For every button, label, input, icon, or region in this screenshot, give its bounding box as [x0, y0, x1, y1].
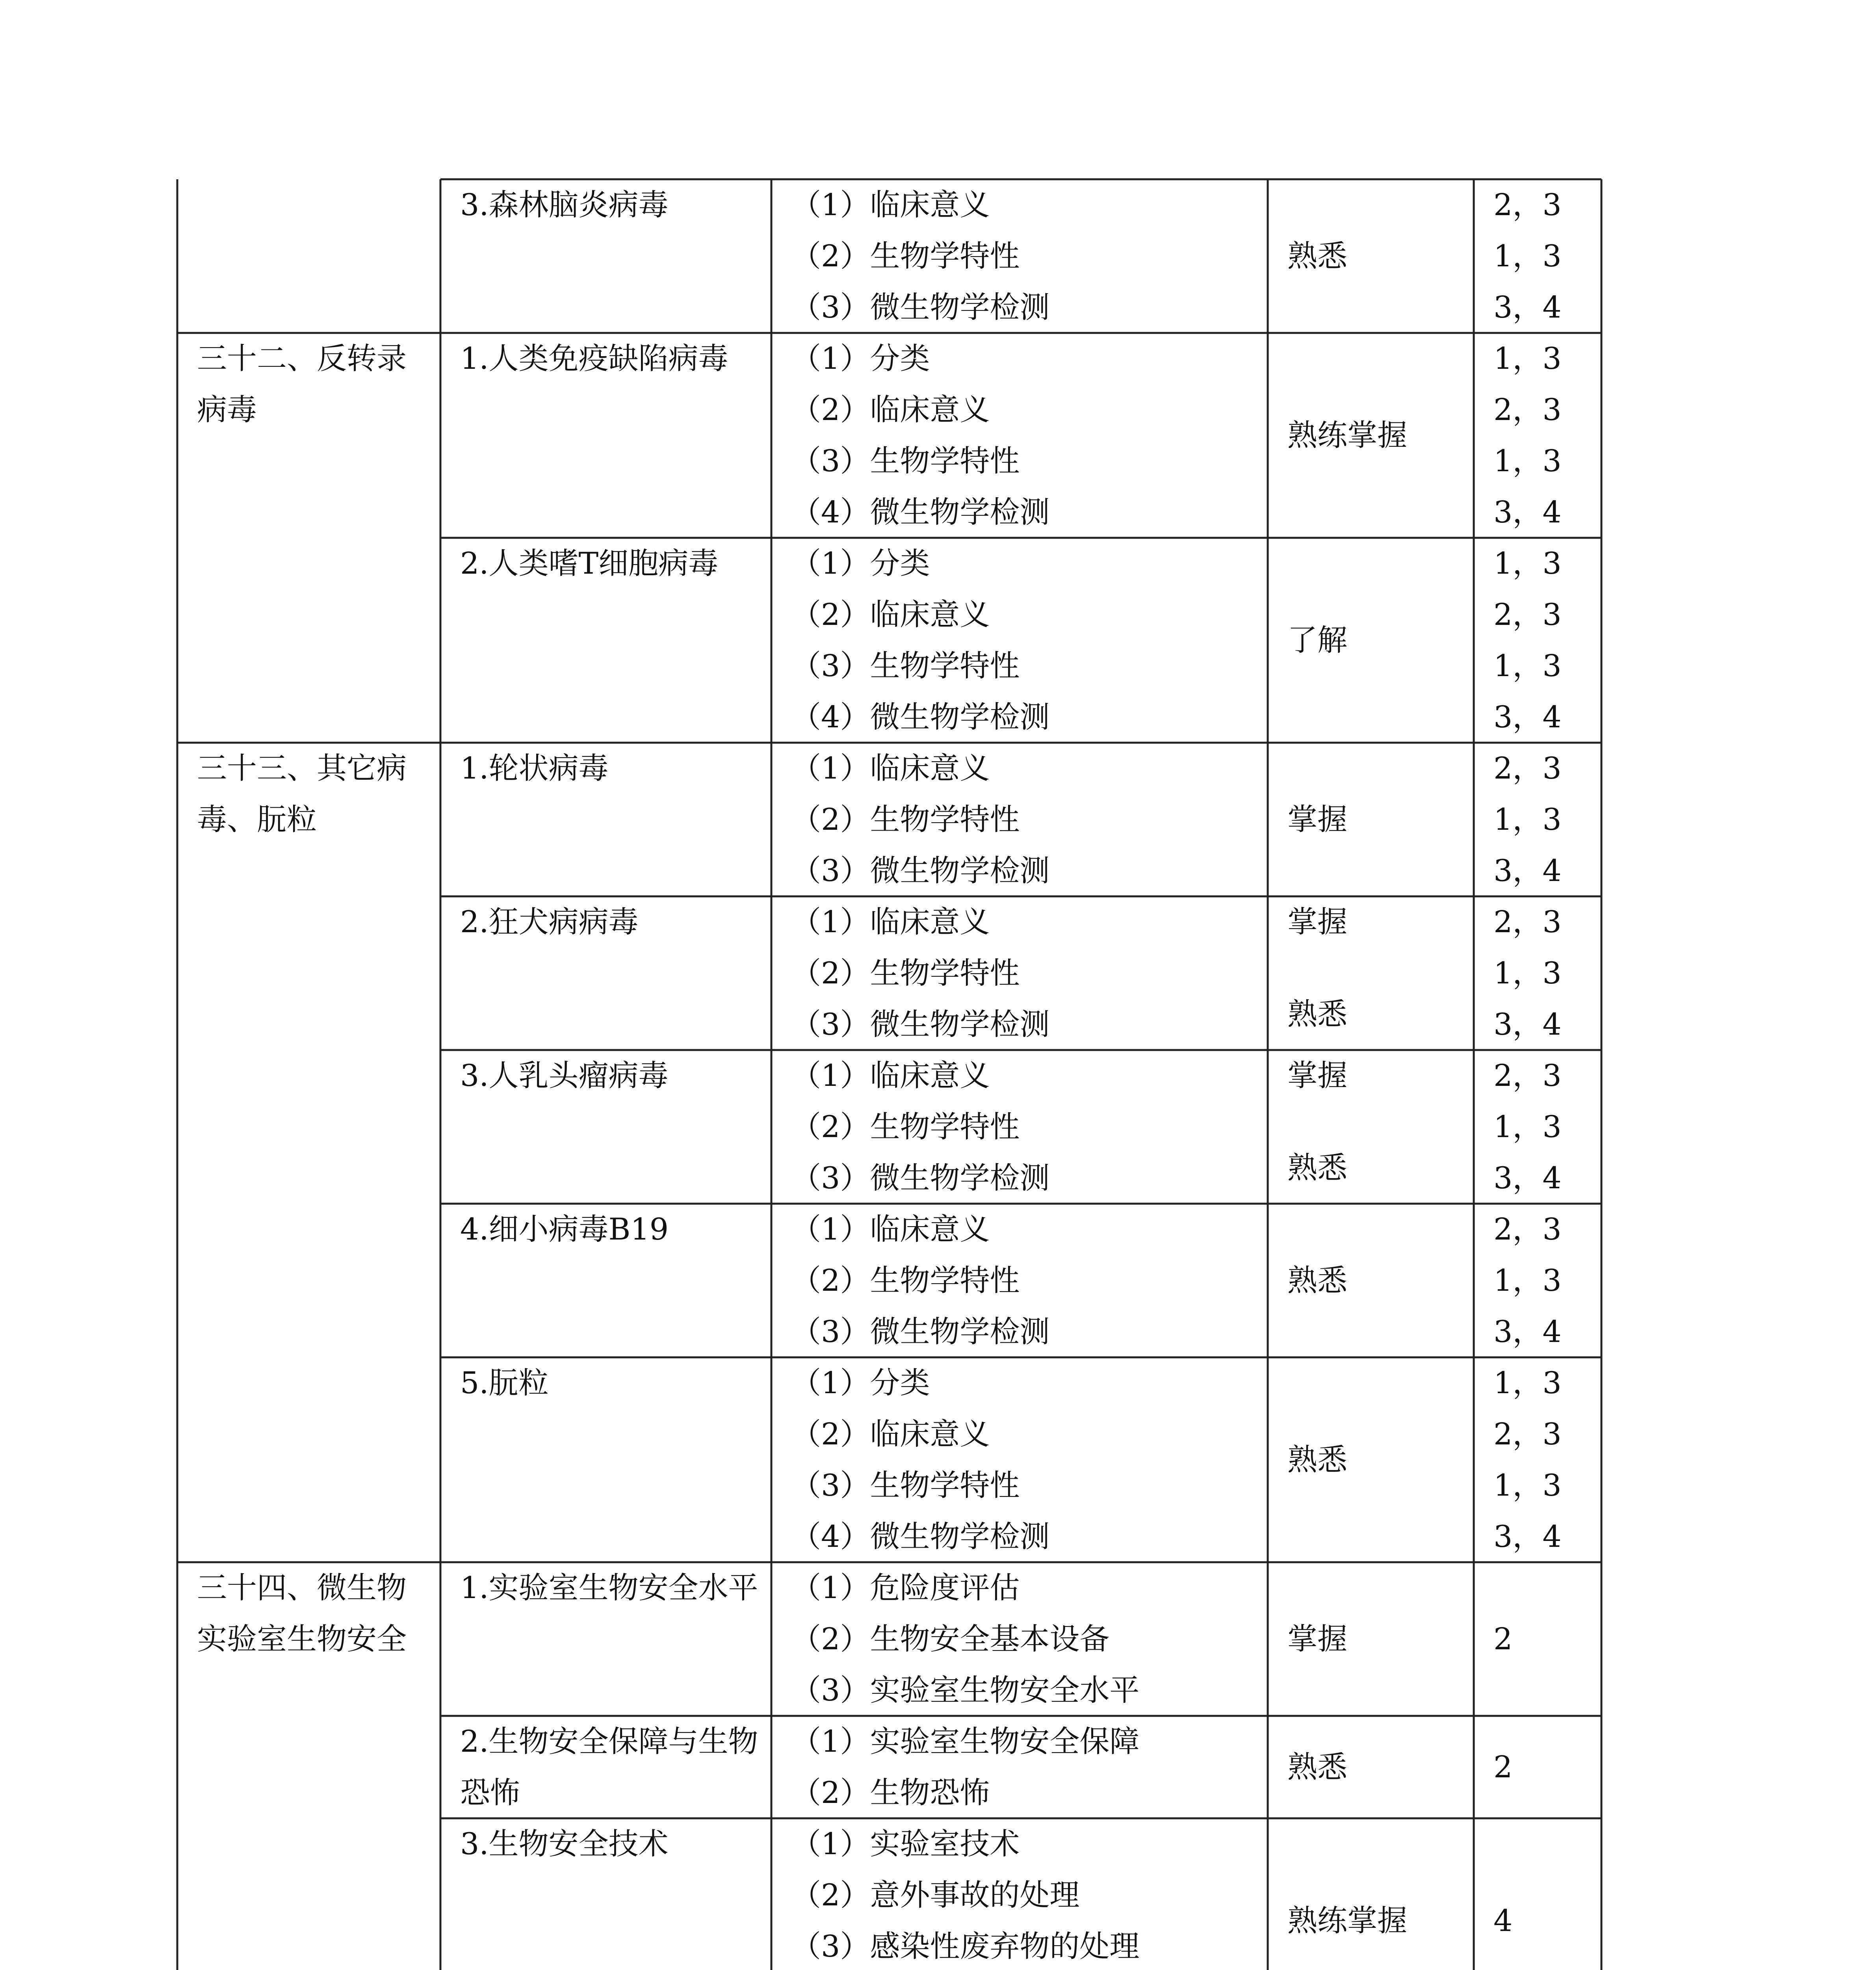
topic-cell: 三十三、其它病毒、朊粒 — [197, 751, 407, 837]
category-cell: 4 — [1493, 1903, 1513, 1938]
topic-cell: 三十二、反转录病毒 — [197, 341, 407, 427]
category-line: 2，3 — [1493, 187, 1562, 222]
content-line: （3）感染性废弃物的处理 — [791, 1929, 1140, 1964]
content-line: （3）微生物学检测 — [791, 1007, 1050, 1042]
content-line: （3）微生物学检测 — [791, 1314, 1050, 1349]
content-line: （2）生物恐怖 — [791, 1775, 990, 1810]
item-cell: 3.生物安全技术 — [460, 1826, 669, 1861]
level-cell: 熟悉 — [1287, 1442, 1347, 1477]
category-line: 1，3 — [1493, 1109, 1562, 1144]
item-cell: 3.人乳头瘤病毒 — [460, 1058, 669, 1093]
content-line: （2）生物学特性 — [791, 1109, 1020, 1144]
level-cell: 掌握 — [1287, 1621, 1347, 1656]
category-line: 3，4 — [1493, 699, 1562, 734]
content-line: （3）生物学特性 — [791, 648, 1020, 683]
level-cell: 掌握 — [1287, 1058, 1347, 1093]
content-line: （1）分类 — [791, 1365, 930, 1400]
content-line: （4）微生物学检测 — [791, 699, 1050, 734]
category-line: 3，4 — [1493, 290, 1562, 325]
level-cell: 熟悉 — [1287, 1263, 1347, 1298]
content-line: （2）临床意义 — [791, 597, 990, 632]
category-line: 3，4 — [1493, 1160, 1562, 1195]
category-line: 3，4 — [1493, 494, 1562, 530]
category-line: 2，3 — [1493, 392, 1562, 427]
category-cell: 2 — [1493, 1749, 1513, 1784]
content-line: （1）实验室技术 — [791, 1826, 1020, 1861]
item-cell: 2.生物安全保障与生物恐怖 — [460, 1724, 758, 1810]
item-cell: 4.细小病毒B19 — [460, 1212, 669, 1247]
level-cell: 熟悉 — [1287, 1150, 1347, 1185]
category-line: 3，4 — [1493, 1519, 1562, 1554]
content-line: （2）临床意义 — [791, 392, 990, 427]
category-line: 2，3 — [1493, 1058, 1562, 1093]
category-line: 2，3 — [1493, 751, 1562, 786]
item-cell: 1.实验室生物安全水平 — [460, 1570, 758, 1605]
content-line: （2）生物学特性 — [791, 955, 1020, 991]
category-line: 2，3 — [1493, 597, 1562, 632]
content-line: （1）临床意义 — [791, 904, 990, 939]
content-line: （2）生物学特性 — [791, 802, 1020, 837]
level-cell: 掌握 — [1287, 904, 1347, 939]
item-cell: 3.森林脑炎病毒 — [460, 187, 669, 222]
item-cell: 1.轮状病毒 — [460, 751, 609, 786]
content-line: （4）微生物学检测 — [791, 494, 1050, 530]
content-line: （2）临床意义 — [791, 1416, 990, 1451]
category-line: 2，3 — [1493, 1416, 1562, 1451]
content-line: （1）分类 — [791, 341, 930, 376]
category-line: 1，3 — [1493, 1365, 1562, 1400]
item-cell: 2.狂犬病病毒 — [460, 904, 639, 939]
content-line: （3）微生物学检测 — [791, 290, 1050, 325]
content-line: （2）意外事故的处理 — [791, 1877, 1080, 1912]
category-line: 3，4 — [1493, 1314, 1562, 1349]
topic-cell: 三十四、微生物实验室生物安全 — [197, 1570, 407, 1656]
category-line: 1，3 — [1493, 1263, 1562, 1298]
category-line: 3，4 — [1493, 1007, 1562, 1042]
content-line: （3）实验室生物安全水平 — [791, 1673, 1140, 1708]
content-line: （1）临床意义 — [791, 187, 990, 222]
category-line: 2，3 — [1493, 1212, 1562, 1247]
content-line: （1）分类 — [791, 546, 930, 581]
level-cell: 掌握 — [1287, 802, 1347, 837]
item-cell: 1.人类免疫缺陷病毒 — [460, 341, 728, 376]
category-line: 1，3 — [1493, 546, 1562, 581]
content-line: （2）生物学特性 — [791, 1263, 1020, 1298]
item-cell: 5.朊粒 — [460, 1365, 549, 1400]
category-line: 1，3 — [1493, 238, 1562, 273]
category-line: 1，3 — [1493, 1468, 1562, 1503]
content-line: （3）微生物学检测 — [791, 1160, 1050, 1195]
content-line: （2）生物学特性 — [791, 238, 1020, 273]
level-cell: 熟练掌握 — [1287, 418, 1407, 453]
content-line: （1）临床意义 — [791, 1058, 990, 1093]
category-line: 1，3 — [1493, 341, 1562, 376]
content-line: （3）生物学特性 — [791, 443, 1020, 478]
level-cell: 了解 — [1287, 623, 1347, 658]
level-cell: 熟练掌握 — [1287, 1903, 1407, 1938]
content-line: （1）临床意义 — [791, 751, 990, 786]
level-cell: 熟悉 — [1287, 1749, 1347, 1784]
category-line: 1，3 — [1493, 955, 1562, 991]
category-cell: 2 — [1493, 1621, 1513, 1656]
content-line: （2）生物安全基本设备 — [791, 1621, 1110, 1656]
category-line: 3，4 — [1493, 853, 1562, 888]
content-line: （1）危险度评估 — [791, 1570, 1020, 1605]
category-line: 2，3 — [1493, 904, 1562, 939]
level-cell: 熟悉 — [1287, 238, 1347, 273]
content-line: （3）生物学特性 — [791, 1468, 1020, 1503]
category-line: 1，3 — [1493, 802, 1562, 837]
category-line: 1，3 — [1493, 443, 1562, 478]
content-line: （1）临床意义 — [791, 1212, 990, 1247]
content-line: （4）微生物学检测 — [791, 1519, 1050, 1554]
content-line: （1）实验室生物安全保障 — [791, 1724, 1140, 1759]
content-line: （3）微生物学检测 — [791, 853, 1050, 888]
category-line: 1，3 — [1493, 648, 1562, 683]
level-cell: 熟悉 — [1287, 996, 1347, 1031]
item-cell: 2.人类嗜T细胞病毒 — [460, 546, 719, 581]
